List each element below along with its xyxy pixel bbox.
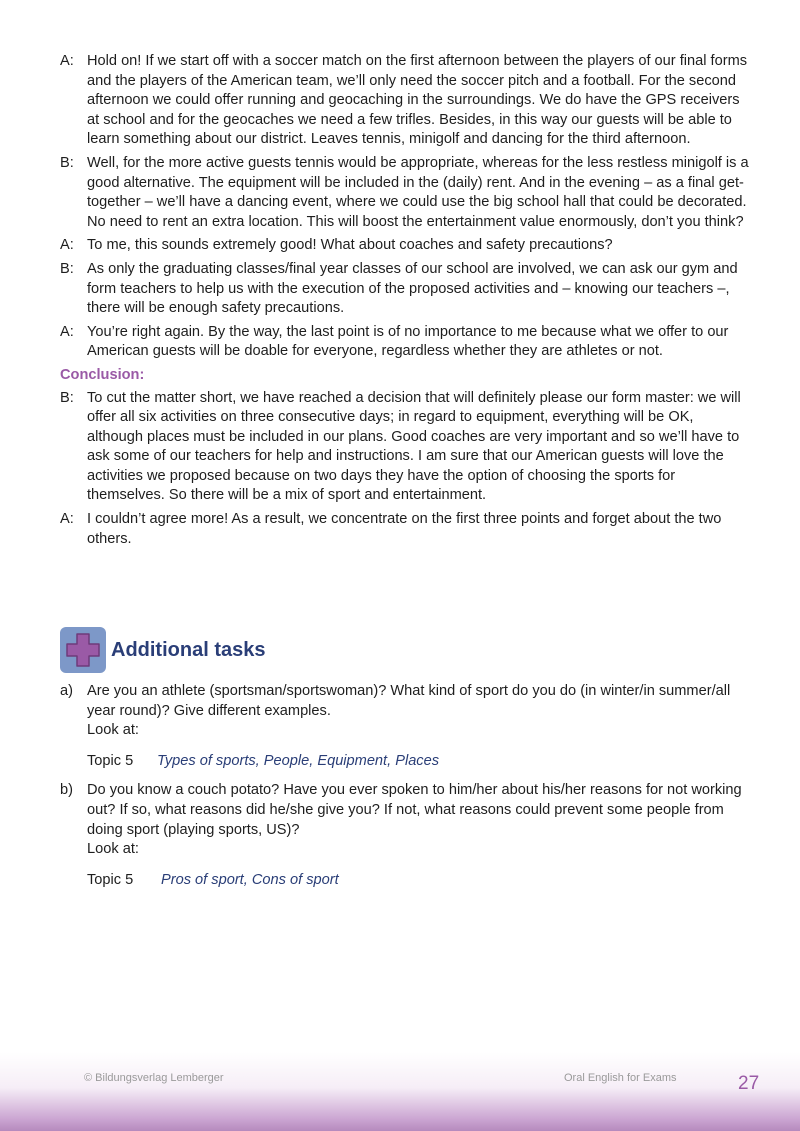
speaker-label: A: — [60, 511, 74, 528]
task-item — [60, 781, 750, 890]
footer-book-title: Oral English for Exams — [564, 1072, 677, 1084]
dialogue-line — [60, 260, 750, 319]
topic-label: Topic 5 — [87, 871, 134, 888]
dialogue-text: Well, for the more active guests tennis would be appropriate, whereas for the less restless minigolf is a good alternative. The equipment will be included in the (daily) rent. And in the evening – as a final get-together – we’ll have a dancing event, where we could use the big school hall that could be decorated. No need to rent an extra location. This will boost the entertainment value enormously, don’t you think? — [87, 154, 749, 230]
topic-refs: Pros of sport, Cons of sport — [161, 871, 339, 888]
additional-tasks-title: Additional tasks — [111, 638, 266, 661]
task-text: Are you an athlete (sportsman/sportswoman)? What kind of sport do you do (in winter/in summer/all year round)? Give different examples. — [87, 683, 731, 719]
speaker-label: A: — [60, 323, 74, 340]
dialogue-line — [60, 389, 750, 507]
task-item — [60, 682, 750, 771]
dialogue-text: Hold on! If we start off with a soccer match on the first afternoon between the players of our final forms and the players of the American team, we’ll only need the soccer pitch and a football. For the second afternoon we could offer running and geocaching in the surroundings. We do have the GPS receivers at school and for the geocaches we need a few trifles. Besides, in this way our guests will be able to learn something about our district. Leaves tennis, minigolf and dancing for the third afternoon. — [87, 53, 748, 148]
dialogue-text: I couldn’t agree more! As a result, we concentrate on the first three points and forget about the two others. — [87, 511, 722, 547]
task-body — [87, 781, 750, 890]
speaker-label: A: — [60, 237, 74, 254]
dialogue-line — [60, 323, 750, 362]
dialogue — [60, 52, 750, 553]
dialogue-line — [60, 154, 750, 232]
dialogue-text: To cut the matter short, we have reached a decision that will definitely please our form master: we will offer all six activities on three consecutive days; in regard to equipment, everything will be OK, although places must be included in our plans. Good coaches are very important and so we’ll have to ask some of our teachers for help and instructions. I am sure that our American guests will love the activities we proposed because on two days they have the option of choosing the sports for themselves. So there will be a mix of sport and entertainment. — [87, 389, 741, 504]
dialogue-line — [60, 510, 750, 549]
additional-tasks-header — [60, 627, 265, 673]
conclusion-heading: Conclusion: — [60, 366, 145, 383]
topic-label: Topic 5 — [87, 752, 134, 769]
task-letter: b) — [60, 782, 73, 799]
dialogue-text: You’re right again. By the way, the last point is of no importance to me because what we offer to our American guests will be doable for everyone, regardless whether they are athletes or not. — [87, 323, 729, 360]
topic-reference — [87, 871, 750, 891]
look-at-label: Look at: — [87, 722, 139, 739]
topic-refs: Types of sports, People, Equipment, Places — [157, 752, 440, 769]
task-text: Do you know a couch potato? Have you ever spoken to him/her about his/her reasons for not working out? If so, what reasons did he/she give you? If not, what reasons could prevent some people from doing sport (playing sports, US)? — [87, 782, 742, 838]
look-at-label: Look at: — [87, 841, 139, 858]
footer-copyright: © Bildungsverlag Lemberger — [84, 1072, 224, 1084]
dialogue-line — [60, 236, 750, 256]
topic-reference — [87, 752, 750, 772]
speaker-label: B: — [60, 260, 74, 277]
footer-band — [0, 1052, 800, 1131]
task-body — [87, 682, 750, 771]
task-letter: a) — [60, 683, 73, 699]
speaker-label: B: — [60, 154, 74, 171]
speaker-label: A: — [60, 53, 74, 69]
speaker-label: B: — [60, 389, 74, 406]
additional-tasks-list — [60, 682, 750, 900]
dialogue-line — [60, 52, 750, 150]
dialogue-text: As only the graduating classes/final year classes of our school are involved, we can ask our gym and form teachers to help us with the execution of the proposed activities and – knowing our teachers –, there will be enough safety precautions. — [87, 260, 738, 317]
page-number: 27 — [738, 1073, 760, 1094]
dialogue-text: To me, this sounds extremely good! What about coaches and safety precautions? — [87, 237, 613, 254]
plus-icon — [60, 627, 106, 673]
